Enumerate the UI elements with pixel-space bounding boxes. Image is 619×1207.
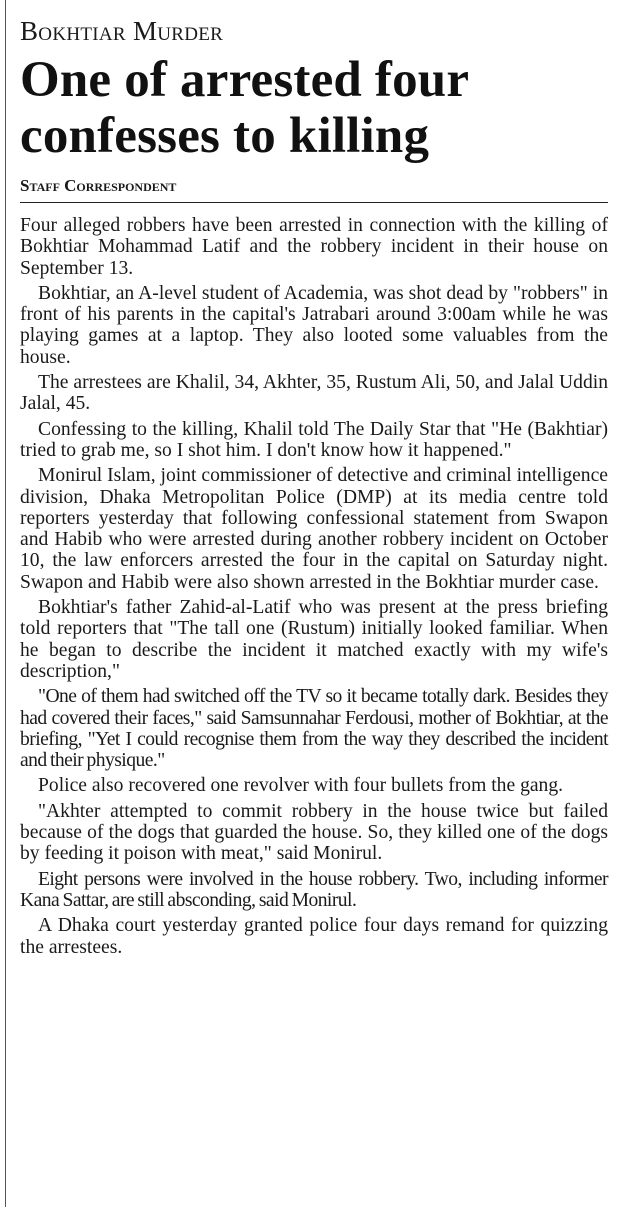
body-paragraph: Monirul Islam, joint commissioner of detective and criminal intelligence division, Dhaka Metropolitan Police (DMP) at its media centre told reporters yesterday that following confessional statement from Swapon and Habib who were arrested during another robbery incident on October 10, the law enforcers arrested the four in the capital on Saturday night. Swapon and Habib were also shown arrested in the Bokhtiar murder case. xyxy=(20,465,608,593)
body-paragraph: The arrestees are Khalil, 34, Akhter, 35, Rustum Ali, 50, and Jalal Uddin Jalal, 45. xyxy=(20,372,608,415)
column-rule xyxy=(5,0,6,1207)
news-article xyxy=(20,0,608,962)
body-paragraph: Four alleged robbers have been arrested in connection with the killing of Bokhtiar Mohammad Latif and the robbery incident in their house on September 13. xyxy=(20,215,608,279)
article-kicker: Bokhtiar Murder xyxy=(20,16,224,46)
body-paragraph: "One of them had switched off the TV so it became totally dark. Besides they had covered their faces," said Samsunnahar Ferdousi, mother of Bokhtiar, at the briefing, "Yet I could recognise them from the way they described the incident and their physique." xyxy=(20,686,608,772)
body-paragraph: Bokhtiar, an A-level student of Academia, was shot dead by "robbers" in front of his parents in the capital's Jatrabari around 3:00am while he was playing games at a laptop. They also looted some valuables from the house. xyxy=(20,282,608,368)
article-headline: One of arrested four confesses to killing xyxy=(20,52,469,164)
body-paragraph: Confessing to the killing, Khalil told The Daily Star that "He (Bakhtiar) tried to grab me, so I shot him. I don't know how it happened." xyxy=(20,418,608,461)
body-paragraph: Bokhtiar's father Zahid-al-Latif who was present at the press briefing told reporters that "The tall one (Rustum) initially looked familiar. When he began to describe the incident it matched exactly with my wife's description," xyxy=(20,597,608,682)
body-paragraph: A Dhaka court yesterday granted police four days remand for quizzing the arrestees. xyxy=(20,915,608,958)
body-paragraph: "Akhter attempted to commit robbery in the house twice but failed because of the dogs that guarded the house. So, they killed one of the dogs by feeding it poison with meat," said Monirul. xyxy=(20,800,608,865)
article-byline: Staff Correspondent xyxy=(20,176,608,203)
body-paragraph: Police also recovered one revolver with four bullets from the gang. xyxy=(38,775,564,797)
body-paragraph: Eight persons were involved in the house robbery. Two, including informer Kana Sattar, are still absconding, said Monirul. xyxy=(20,868,608,911)
article-body xyxy=(20,215,608,958)
